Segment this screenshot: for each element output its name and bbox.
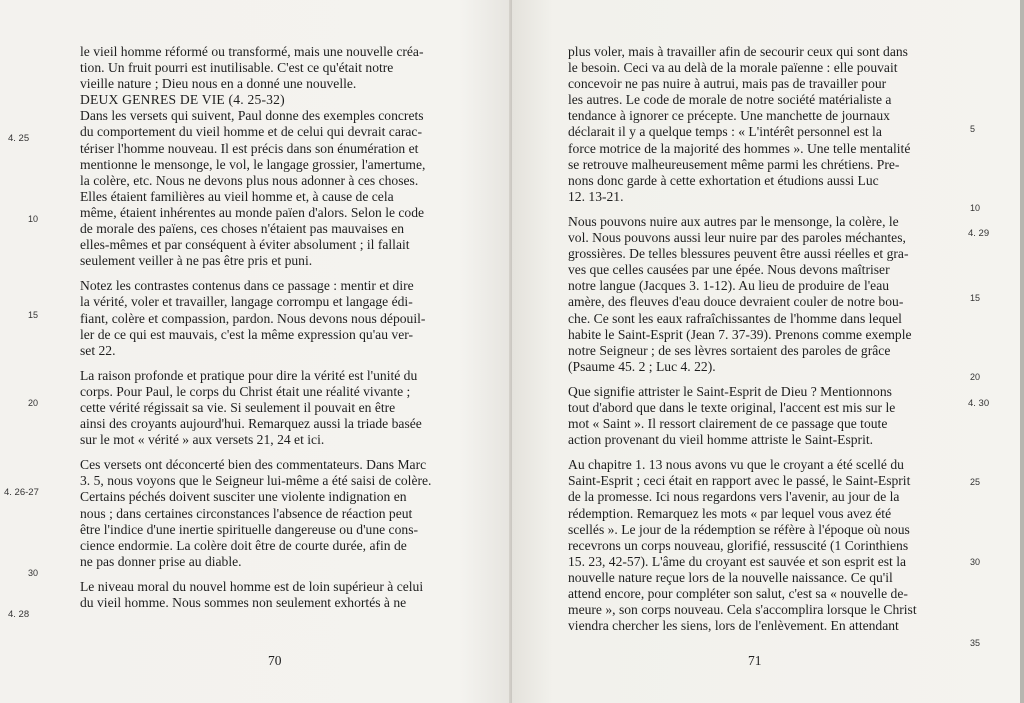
opening-paragraph: le vieil homme réformé ou transformé, mais une nouvelle créa- tion. Un fruit pourri est inutilisable. C'est ce qu'était notre vieille nature ; Dieu nous en a donné une nouvelle. bbox=[80, 44, 424, 92]
line-number: 15 bbox=[28, 310, 39, 320]
line-number: 5 bbox=[970, 124, 976, 134]
paragraph-unity: La raison profonde et pratique pour dire la vérité est l'unité du corps. Pour Paul, le corps du Christ était une réalité vivante ; cette vérité régissait sa vie. Si seulement il pouvait en être ainsi des croyants aujourd'hui. Remarquez aussi la triade basée sur le mot « vérité » aux versets 21, 24 et ici. bbox=[80, 367, 422, 448]
page-number: 70 bbox=[268, 653, 282, 668]
line-number: 30 bbox=[970, 557, 981, 567]
left-text-column bbox=[80, 44, 468, 611]
paragraph-sealed: Au chapitre 1. 13 nous avons vu que le croyant a été scellé du Saint-Esprit ; ceci était en rapport avec le passé, le Saint-Esprit de la promesse. Ici nous regardons vers l'avenir, au jour de la rédemption. Remarquez les mots « par lequel vous avez été scellés ». Le jour de la rédemption se réfère à l'époque où nous recevrons un corps nouveau, glorifié, ressuscité (1 Corinthiens 15. 23, 42-57). L'âme du croyant est sauvée et son esprit est la nouvelle nature reçue lors de la nouvelle naissance. Ce qu'il attend encore, pour compléter son salut, c'est sa « nouvelle de- meure », son corps nouveau. Cela s'accomplira lorsque le Christ viendra chercher les siens, lors de l'enlèvement. En attendant bbox=[568, 457, 917, 634]
line-number: 10 bbox=[28, 214, 39, 224]
paragraph-4-29: Nous pouvons nuire aux autres par le mensonge, la colère, le vol. Nous pouvons aussi leur nuire par des paroles méchantes, grossières. De telles blessures peuvent être aussi réelles et gra- ves que celles causées par une épée. Nous devons maîtriser notre langue (Jacques 3. 1-12). Au lieu de produire de l'eau amère, des fleuves d'eau douce devraient couler de notre bou- che. Ce sont les eaux rafraîchissantes de l'homme dans lequel habite le Saint-Esprit (Jean 7. 37-39). Prenons comme exemple notre Seigneur ; de ses lèvres sortaient des paroles de grâce (Psaume 45. 2 ; Luc 4. 22). bbox=[568, 213, 912, 374]
page-number: 71 bbox=[748, 653, 762, 668]
line-number: 20 bbox=[28, 398, 39, 408]
paragraph-4-26-27: Ces versets ont déconcerté bien des commentateurs. Dans Marc 3. 5, nous voyons que le Seigneur lui-même a été saisi de colère. Certains péchés doivent susciter une violente indignation en nous ; dans certaines circonstances l'absence de réaction peut être l'indice d'une inertie spirituelle dangereuse ou d'une cons- cience endormie. La colère doit être de courte durée, afin de ne pas donner prise au diable. bbox=[80, 457, 432, 569]
paragraph-4-25: Dans les versets qui suivent, Paul donne des exemples concrets du comportement du vieil homme et de celui qui devrait carac- tériser l'homme nouveau. Il est précis dans son énumération et mentionne le mensonge, le vol, le langage grossier, l'amertume, la colère, etc. Nous ne devons plus nous adonner à ces choses. Elles étaient familières au vieil homme et, à cause de cela même, étaient inhérentes au monde païen d'alors. Selon le code de morale des païens, ces choses n'étaient pas mauvaises en elles-mêmes et par conséquent à éviter absolument ; il fallait seulement veiller à ne pas être pris et puni. bbox=[80, 108, 426, 269]
paragraph-4-28: Le niveau moral du nouvel homme est de loin supérieur à celui du vieil homme. Nous sommes non seulement exhortés à ne bbox=[80, 578, 424, 610]
line-number: 30 bbox=[28, 568, 39, 578]
paragraph-continuation: plus voler, mais à travailler afin de secourir ceux qui sont dans le besoin. Ceci va au delà de la morale païenne : elle pouvait concevoir ne pas nuire à autrui, mais pas de travailler pour les autres. Le code de morale de notre société matérialiste a tendance à ignorer ce précepte. Une manchette de journaux déclarait il y a quelque temps : « L'intérêt personnel est la force motrice de la majorité des hommes ». Une telle mentalité se retrouve malheureusement même parmi les chrétiens. Pre- nons donc garde à cette exhortation et étudions aussi Luc 12. 13-21. bbox=[568, 44, 911, 204]
margin-ref: 4. 28 bbox=[8, 609, 30, 620]
right-text-column bbox=[568, 44, 972, 634]
margin-ref: 4. 25 bbox=[8, 133, 30, 144]
line-number: 35 bbox=[970, 638, 981, 648]
right-page bbox=[512, 0, 1024, 703]
line-number: 25 bbox=[970, 477, 981, 487]
paragraph-contrasts: Notez les contrastes contenus dans ce passage : mentir et dire la vérité, voler et travailler, langage corrompu et langage édi- fiant, colère et compassion, pardon. Nous devons nous dépouil- ler de ce qui est mauvais, c'est la même expression qu'au ver- set 22. bbox=[80, 278, 426, 358]
page-edge bbox=[1020, 0, 1024, 703]
section-heading: DEUX GENRES DE VIE (4. 25-32) bbox=[80, 92, 285, 108]
line-number: 20 bbox=[970, 372, 981, 382]
line-number: 15 bbox=[970, 293, 981, 303]
margin-ref: 4. 30 bbox=[968, 398, 990, 409]
margin-ref: 4. 26-27 bbox=[4, 487, 39, 498]
paragraph-4-30: Que signifie attrister le Saint-Esprit de Dieu ? Mentionnons tout d'abord que dans le texte original, l'accent est mis sur le mot « Saint ». Il ressort clairement de ce passage que toute action provenant du vieil homme attriste le Saint-Esprit. bbox=[568, 383, 896, 448]
line-number: 10 bbox=[970, 203, 981, 213]
margin-ref: 4. 29 bbox=[968, 228, 990, 239]
